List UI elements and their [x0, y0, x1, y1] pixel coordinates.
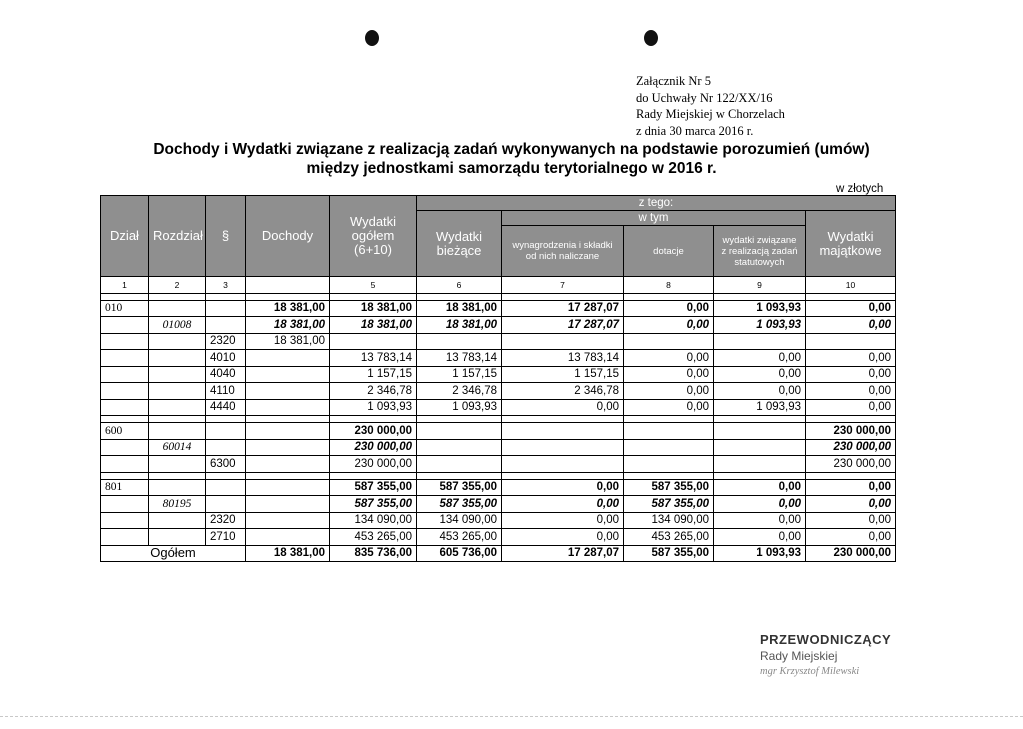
statutowe-cell: 1 093,93 — [714, 399, 806, 416]
par-cell: 4040 — [206, 366, 246, 383]
attachment-date: z dnia 30 marca 2016 r. — [636, 123, 754, 138]
header-statutowe-line-1: wydatki związane — [722, 234, 797, 246]
rozdzial-cell — [149, 456, 206, 473]
dzial-cell — [101, 399, 149, 416]
statutowe-cell: 0,00 — [714, 366, 806, 383]
ogolem-cell: 2 346,78 — [330, 383, 417, 400]
statutowe-cell: 0,00 — [714, 383, 806, 400]
table-row-dzial — [101, 479, 896, 496]
wynagrodzenia-cell — [502, 439, 624, 456]
dzial-cell: 801 — [101, 479, 149, 496]
header-dotacje: dotacje — [624, 226, 714, 277]
dochody-cell — [246, 439, 330, 456]
wynagrodzenia-cell: 17 287,07 — [502, 300, 624, 317]
separator-cell — [806, 472, 896, 479]
table-row-rozdzial — [101, 439, 896, 456]
rozdzial-cell: 80195 — [149, 496, 206, 513]
dzial-cell — [101, 366, 149, 383]
header-wydatki-ogolem-line-1: Wydatki — [349, 214, 397, 229]
wynagrodzenia-cell: 0,00 — [502, 512, 624, 529]
biezace-cell: 18 381,00 — [417, 300, 502, 317]
header-paragraf: § — [206, 196, 246, 277]
par-cell: 6300 — [206, 456, 246, 473]
title-line-2: między jednostkami samorządu terytorialnego w 2016 r. — [306, 160, 717, 177]
dotacje-cell: 587 355,00 — [624, 479, 714, 496]
table-row-par — [101, 333, 896, 350]
header-row-1 — [101, 196, 896, 211]
header-w-tym: w tym — [502, 211, 806, 226]
table-row-par — [101, 350, 896, 367]
dotacje-cell: 0,00 — [624, 383, 714, 400]
table-row-total — [101, 545, 896, 562]
separator-cell — [246, 472, 330, 479]
separator-cell — [101, 472, 149, 479]
dotacje-cell: 0,00 — [624, 300, 714, 317]
statutowe-cell: 1 093,93 — [714, 300, 806, 317]
separator-cell — [330, 416, 417, 423]
header-wydatki-ogolem-line-2: ogółem — [351, 228, 395, 243]
majatkowe-cell: 0,00 — [806, 479, 896, 496]
stamp-signature: mgr Krzysztof Milewski — [760, 666, 860, 677]
rozdzial-cell — [149, 399, 206, 416]
total-majatkowe: 230 000,00 — [806, 545, 896, 562]
rozdzial-cell — [149, 423, 206, 440]
biezace-cell: 13 783,14 — [417, 350, 502, 367]
column-number-cell: 6 — [417, 277, 502, 294]
separator-cell — [417, 472, 502, 479]
wynagrodzenia-cell: 0,00 — [502, 496, 624, 513]
column-number-cell: 2 — [149, 277, 206, 294]
dochody-cell — [246, 350, 330, 367]
table-row-par — [101, 383, 896, 400]
table-row-par — [101, 512, 896, 529]
majatkowe-cell: 0,00 — [806, 383, 896, 400]
header-wydatki-ogolem-line-3: (6+10) — [354, 242, 392, 257]
total-label: Ogółem — [101, 545, 246, 562]
statutowe-cell: 0,00 — [714, 350, 806, 367]
dzial-cell — [101, 317, 149, 334]
wynagrodzenia-cell: 13 783,14 — [502, 350, 624, 367]
column-number-cell: 1 — [101, 277, 149, 294]
punch-hole-right — [644, 30, 658, 46]
stamp-title: PRZEWODNICZĄCY — [760, 632, 892, 647]
table-row-par — [101, 529, 896, 546]
biezace-cell — [417, 333, 502, 350]
dzial-cell — [101, 456, 149, 473]
separator-cell — [624, 293, 714, 300]
column-number-row — [101, 277, 896, 294]
majatkowe-cell: 0,00 — [806, 317, 896, 334]
ogolem-cell: 453 265,00 — [330, 529, 417, 546]
par-cell: 2710 — [206, 529, 246, 546]
dotacje-cell: 0,00 — [624, 366, 714, 383]
rozdzial-cell — [149, 300, 206, 317]
dochody-cell — [246, 479, 330, 496]
statutowe-cell: 0,00 — [714, 479, 806, 496]
majatkowe-cell: 0,00 — [806, 300, 896, 317]
header-rozdzial: Rozdział — [149, 196, 206, 277]
separator-cell — [330, 472, 417, 479]
dotacje-cell — [624, 439, 714, 456]
header-wydatki-biezace-line-2: bieżące — [436, 242, 482, 258]
ogolem-cell: 230 000,00 — [330, 423, 417, 440]
dotacje-cell: 453 265,00 — [624, 529, 714, 546]
rozdzial-cell — [149, 383, 206, 400]
header-wydatki-majatkowe — [806, 211, 896, 277]
statutowe-cell: 0,00 — [714, 512, 806, 529]
separator-cell — [246, 416, 330, 423]
biezace-cell: 1 093,93 — [417, 399, 502, 416]
rozdzial-cell: 01008 — [149, 317, 206, 334]
biezace-cell: 2 346,78 — [417, 383, 502, 400]
dzial-cell — [101, 439, 149, 456]
header-dzial: Dział — [101, 196, 149, 277]
table-row-dzial — [101, 300, 896, 317]
document-title — [0, 140, 1023, 178]
separator-row — [101, 416, 896, 423]
par-cell: 4010 — [206, 350, 246, 367]
header-statutowe-line-3: statutowych — [734, 256, 785, 268]
dotacje-cell — [624, 333, 714, 350]
total-dotacje: 587 355,00 — [624, 545, 714, 562]
dochody-cell — [246, 529, 330, 546]
table-row-par — [101, 366, 896, 383]
majatkowe-cell: 230 000,00 — [806, 456, 896, 473]
separator-cell — [806, 293, 896, 300]
statutowe-cell: 0,00 — [714, 529, 806, 546]
par-cell — [206, 300, 246, 317]
ogolem-cell: 13 783,14 — [330, 350, 417, 367]
ogolem-cell: 230 000,00 — [330, 439, 417, 456]
par-cell: 4440 — [206, 399, 246, 416]
chairman-stamp — [760, 632, 891, 680]
ogolem-cell: 587 355,00 — [330, 496, 417, 513]
dochody-cell: 18 381,00 — [246, 300, 330, 317]
majatkowe-cell: 0,00 — [806, 399, 896, 416]
par-cell — [206, 479, 246, 496]
biezace-cell: 134 090,00 — [417, 512, 502, 529]
separator-cell — [246, 293, 330, 300]
biezace-cell — [417, 439, 502, 456]
majatkowe-cell: 0,00 — [806, 366, 896, 383]
attachment-resolution: do Uchwały Nr 122/XX/16 — [636, 90, 773, 105]
attachment-number: Załącznik Nr 5 — [636, 74, 711, 88]
attachment-council: Rady Miejskiej w Chorzelach — [636, 107, 785, 121]
total-dochody: 18 381,00 — [246, 545, 330, 562]
separator-cell — [624, 416, 714, 423]
separator-cell — [502, 416, 624, 423]
separator-cell — [206, 416, 246, 423]
dochody-cell — [246, 423, 330, 440]
rozdzial-cell — [149, 512, 206, 529]
column-number-cell: 7 — [502, 277, 624, 294]
header-wynagrodzenia-line-2: od nich naliczane — [525, 251, 600, 262]
wynagrodzenia-cell: 2 346,78 — [502, 383, 624, 400]
biezace-cell: 1 157,15 — [417, 366, 502, 383]
total-ogolem: 835 736,00 — [330, 545, 417, 562]
column-number-cell: 3 — [206, 277, 246, 294]
statutowe-cell — [714, 333, 806, 350]
par-cell: 4110 — [206, 383, 246, 400]
separator-cell — [417, 416, 502, 423]
header-majatkowe-line-1: Wydatki — [827, 228, 874, 244]
dotacje-cell — [624, 423, 714, 440]
header-wynagrodzenia — [502, 226, 624, 277]
table-row-dzial — [101, 423, 896, 440]
dochody-cell — [246, 366, 330, 383]
wynagrodzenia-cell: 1 157,15 — [502, 366, 624, 383]
dotacje-cell — [624, 456, 714, 473]
dotacje-cell: 587 355,00 — [624, 496, 714, 513]
biezace-cell: 587 355,00 — [417, 496, 502, 513]
dochody-cell — [246, 456, 330, 473]
dochody-cell — [246, 383, 330, 400]
ogolem-cell: 230 000,00 — [330, 456, 417, 473]
header-dochody: Dochody — [246, 196, 330, 277]
dzial-cell — [101, 512, 149, 529]
separator-cell — [624, 472, 714, 479]
total-statutowe: 1 093,93 — [714, 545, 806, 562]
dzial-cell — [101, 496, 149, 513]
table-row-par — [101, 399, 896, 416]
separator-cell — [206, 472, 246, 479]
ogolem-cell: 587 355,00 — [330, 479, 417, 496]
biezace-cell — [417, 423, 502, 440]
wynagrodzenia-cell: 0,00 — [502, 399, 624, 416]
dzial-cell — [101, 333, 149, 350]
par-cell — [206, 317, 246, 334]
majatkowe-cell: 0,00 — [806, 350, 896, 367]
dzial-cell: 010 — [101, 300, 149, 317]
ogolem-cell: 18 381,00 — [330, 317, 417, 334]
dzial-cell — [101, 383, 149, 400]
header-wydatki-biezace-line-1: Wydatki — [435, 228, 483, 244]
dzial-cell — [101, 350, 149, 367]
rozdzial-cell — [149, 529, 206, 546]
header-wynagrodzenia-line-1: wynagrodzenia i składki — [512, 240, 613, 251]
dotacje-cell: 0,00 — [624, 317, 714, 334]
stamp-council: Rady Miejskiej — [760, 649, 838, 663]
punch-hole-left — [365, 30, 379, 46]
column-number-cell: 5 — [330, 277, 417, 294]
separator-cell — [417, 293, 502, 300]
dotacje-cell: 134 090,00 — [624, 512, 714, 529]
attachment-note — [636, 73, 785, 139]
rozdzial-cell — [149, 366, 206, 383]
dzial-cell — [101, 529, 149, 546]
separator-cell — [149, 293, 206, 300]
header-majatkowe-line-2: majątkowe — [819, 242, 882, 258]
wynagrodzenia-cell — [502, 456, 624, 473]
rozdzial-cell: 60014 — [149, 439, 206, 456]
biezace-cell: 453 265,00 — [417, 529, 502, 546]
wynagrodzenia-cell — [502, 423, 624, 440]
page-bottom-edge — [0, 716, 1023, 717]
column-number-cell: 10 — [806, 277, 896, 294]
dotacje-cell: 0,00 — [624, 399, 714, 416]
wynagrodzenia-cell: 17 287,07 — [502, 317, 624, 334]
header-statutowe-line-2: z realizacją zadań — [721, 245, 798, 257]
separator-cell — [806, 416, 896, 423]
column-number-cell: 9 — [714, 277, 806, 294]
header-wydatki-biezace — [417, 211, 502, 277]
wynagrodzenia-cell — [502, 333, 624, 350]
statutowe-cell: 0,00 — [714, 496, 806, 513]
statutowe-cell: 1 093,93 — [714, 317, 806, 334]
dotacje-cell: 0,00 — [624, 350, 714, 367]
total-biezace: 605 736,00 — [417, 545, 502, 562]
par-cell: 2320 — [206, 512, 246, 529]
dochody-cell — [246, 399, 330, 416]
ogolem-cell: 18 381,00 — [330, 300, 417, 317]
table-row-rozdzial — [101, 496, 896, 513]
biezace-cell: 18 381,00 — [417, 317, 502, 334]
par-cell — [206, 496, 246, 513]
separator-cell — [330, 293, 417, 300]
ogolem-cell: 1 157,15 — [330, 366, 417, 383]
header-z-tego: z tego: — [417, 196, 896, 211]
par-cell — [206, 439, 246, 456]
table-row-rozdzial — [101, 317, 896, 334]
biezace-cell: 587 355,00 — [417, 479, 502, 496]
rozdzial-cell — [149, 350, 206, 367]
separator-cell — [101, 416, 149, 423]
separator-cell — [149, 416, 206, 423]
separator-cell — [714, 416, 806, 423]
separator-cell — [206, 293, 246, 300]
majatkowe-cell: 0,00 — [806, 512, 896, 529]
majatkowe-cell — [806, 333, 896, 350]
majatkowe-cell: 230 000,00 — [806, 439, 896, 456]
par-cell — [206, 423, 246, 440]
separator-cell — [502, 472, 624, 479]
rozdzial-cell — [149, 333, 206, 350]
statutowe-cell — [714, 439, 806, 456]
majatkowe-cell: 0,00 — [806, 529, 896, 546]
dochody-cell: 18 381,00 — [246, 317, 330, 334]
dochody-cell — [246, 496, 330, 513]
dzial-cell: 600 — [101, 423, 149, 440]
separator-cell — [149, 472, 206, 479]
separator-row — [101, 293, 896, 300]
unit-label: w złotych — [836, 183, 884, 195]
column-number-cell: 8 — [624, 277, 714, 294]
header-statutowe — [714, 226, 806, 277]
rozdzial-cell — [149, 479, 206, 496]
separator-cell — [714, 293, 806, 300]
title-line-1: Dochody i Wydatki związane z realizacją zadań wykonywanych na podstawie porozumień (umów) — [153, 141, 870, 158]
ogolem-cell: 1 093,93 — [330, 399, 417, 416]
par-cell: 2320 — [206, 333, 246, 350]
separator-cell — [714, 472, 806, 479]
dochody-cell — [246, 512, 330, 529]
header-wydatki-ogolem — [330, 196, 417, 277]
total-wynagrodzenia: 17 287,07 — [502, 545, 624, 562]
ogolem-cell: 134 090,00 — [330, 512, 417, 529]
separator-row — [101, 472, 896, 479]
majatkowe-cell: 230 000,00 — [806, 423, 896, 440]
ogolem-cell — [330, 333, 417, 350]
table-row-par — [101, 456, 896, 473]
budget-table — [100, 195, 896, 562]
separator-cell — [502, 293, 624, 300]
column-number-cell — [246, 277, 330, 294]
statutowe-cell — [714, 423, 806, 440]
majatkowe-cell: 0,00 — [806, 496, 896, 513]
wynagrodzenia-cell: 0,00 — [502, 479, 624, 496]
wynagrodzenia-cell: 0,00 — [502, 529, 624, 546]
separator-cell — [101, 293, 149, 300]
statutowe-cell — [714, 456, 806, 473]
dochody-cell: 18 381,00 — [246, 333, 330, 350]
biezace-cell — [417, 456, 502, 473]
